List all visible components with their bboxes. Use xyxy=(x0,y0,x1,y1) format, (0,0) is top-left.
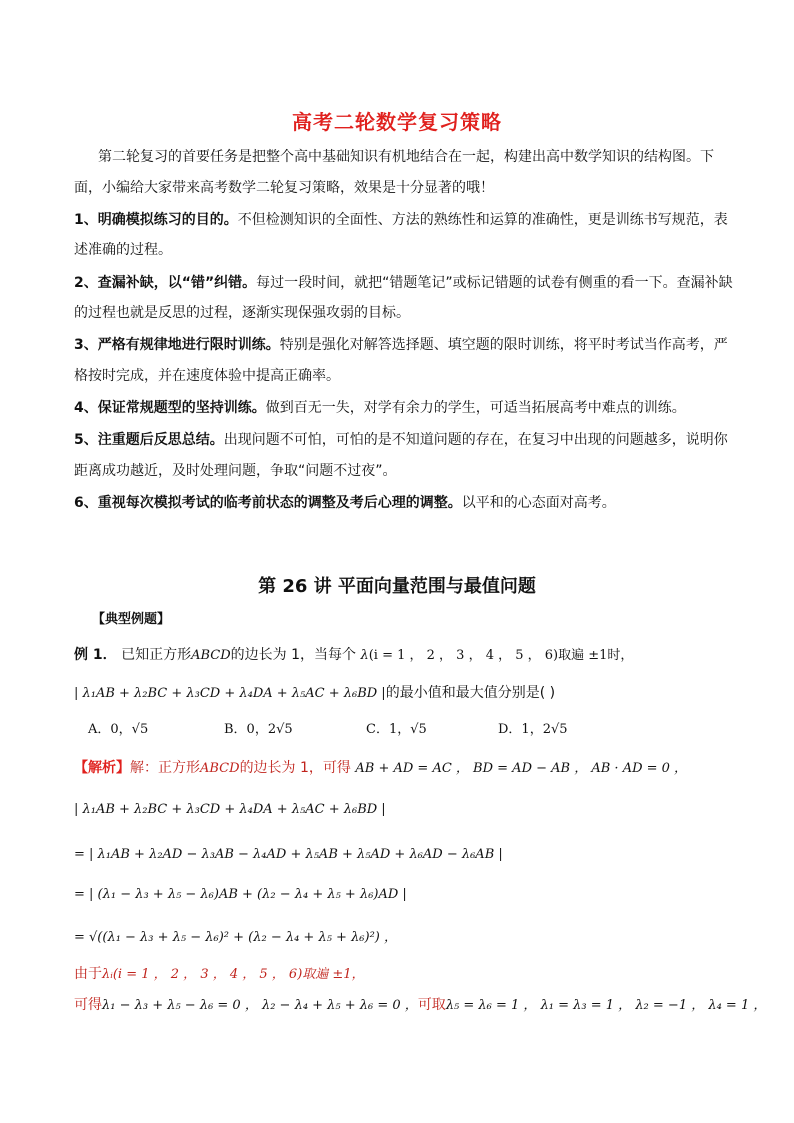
strategy-item-6 xyxy=(74,493,616,513)
strategy-item-heading: 2、查漏补缺，以“错”纠错。 xyxy=(74,275,257,291)
strategy-item-text: 不但检测知识的全面性、方法的熟练性和运算的准确性，更是训练书写规范，表 xyxy=(237,212,728,228)
example-square-name: ABCD xyxy=(191,648,231,663)
strategy-item-text: 以平和的心态面对高考。 xyxy=(461,495,616,511)
strategy-item-5-cont: 距离成功越近，及时处理问题，争取“问题不过夜”。 xyxy=(74,463,397,479)
strategy-item-heading: 5、注重题后反思总结。 xyxy=(74,432,224,448)
lambda-symbol: λ xyxy=(360,648,369,663)
strategy-item-text: 每过一段时间，就把“错题笔记”或标记错题的试卷有侧重的看一下。查漏补缺 xyxy=(256,275,733,291)
lambda-range: (i = 1 ， 2 ， 3 ， 4 ， 5 ， 6)取遍 ±1时， xyxy=(368,648,634,663)
solution-square-name: ABCD xyxy=(200,761,240,776)
page-title: 高考二轮数学复习策略 xyxy=(292,110,502,134)
lecture-title: 第 26 讲 平面向量范围与最值问题 xyxy=(258,576,536,597)
strategy-item-text: 出现问题不可怕，可怕的是不知道问题的存在，在复习中出现的问题越多，说明你 xyxy=(223,432,728,448)
solution-step-5 xyxy=(74,964,365,985)
example-text: 已知正方形 xyxy=(121,647,192,663)
solution-text: 解：正方形 xyxy=(130,760,200,776)
solution-equations: λ₁ − λ₃ + λ₅ − λ₆ = 0 ， λ₂ − λ₄ + λ₅ + λ₆ = 0 ， xyxy=(102,998,418,1013)
solution-step-6 xyxy=(74,995,766,1016)
solution-line-1 xyxy=(74,758,687,779)
solution-text: 可取 xyxy=(417,997,446,1013)
strategy-item-heading: 3、严格有规律地进行限时训练。 xyxy=(74,337,280,353)
solution-lambda-choice: λ₅ = λ₆ = 1 ， λ₁ = λ₃ = 1 ， λ₂ = −1 ， λ₄ = 1 ， xyxy=(445,998,767,1013)
strategy-item-1 xyxy=(74,210,728,230)
strategy-item-text: 做到百无一失，对学有余力的学生，可适当拓展高考中难点的训练。 xyxy=(265,400,686,416)
option-c[interactable]: C．1，√5 xyxy=(366,722,427,737)
strategy-item-heading: 1、明确模拟练习的目的。 xyxy=(74,212,238,228)
vector-expression: | λ₁AB + λ₂BC + λ₃CD + λ₄DA + λ₅AC + λ₆BD | xyxy=(74,686,386,701)
solution-step-2: = | λ₁AB + λ₂AD − λ₃AB − λ₄AD + λ₅AB + λ₅AD + λ₆AD − λ₆AB | xyxy=(74,847,503,862)
solution-text: 的边长为 1，可得 xyxy=(239,760,351,776)
intro-line-2: 面，小编给大家带来高考数学二轮复习策略，效果是十分显著的哦！ xyxy=(74,180,494,196)
example-1-line-1 xyxy=(74,645,633,666)
section-label: 【典型例题】 xyxy=(92,612,171,627)
option-b[interactable]: B．0，2√5 xyxy=(224,722,293,737)
strategy-item-heading: 4、保证常规题型的坚持训练。 xyxy=(74,400,266,416)
solution-step-4: = √((λ₁ − λ₃ + λ₅ − λ₆)² + (λ₂ − λ₄ + λ₅ + λ₆)²) ， xyxy=(74,930,398,945)
intro-line-1: 第二轮复习的首要任务是把整个高中基础知识有机地结合在一起，构建出高中数学知识的结构图。下 xyxy=(98,149,714,165)
strategy-item-2 xyxy=(74,273,733,293)
strategy-item-1-cont: 述准确的过程。 xyxy=(74,242,172,258)
strategy-item-2-cont: 的过程也就是反思的过程，逐渐实现保强攻弱的目标。 xyxy=(74,305,410,321)
solution-text: 可得 xyxy=(74,997,102,1013)
option-d[interactable]: D．1，2√5 xyxy=(498,722,568,737)
example-question: 的最小值和最大值分别是( ) xyxy=(385,685,556,701)
solution-step-3: = | (λ₁ − λ₃ + λ₅ − λ₆)AB + (λ₂ − λ₄ + λ₅ + λ₆)AD | xyxy=(74,887,407,902)
strategy-item-3 xyxy=(74,335,728,355)
strategy-item-3-cont: 格按时完成，并在速度体验中提高正确率。 xyxy=(74,368,340,384)
solution-vector-relations: AB + AD = AC ， BD = AD − AB ， AB · AD = 0 ， xyxy=(355,761,688,776)
strategy-item-5 xyxy=(74,430,728,450)
solution-text: 由于 xyxy=(74,966,102,982)
answer-options xyxy=(88,720,568,740)
solution-lambda-range: λᵢ(i = 1 ， 2 ， 3 ， 4 ， 5 ， 6)取遍 ±1， xyxy=(102,967,365,982)
solution-tag: 【解析】 xyxy=(74,760,130,776)
example-text: 的边长为 1，当每个 xyxy=(230,647,356,663)
strategy-item-heading: 6、重视每次模拟考试的临考前状态的调整及考后心理的调整。 xyxy=(74,495,462,511)
example-1-line-2 xyxy=(74,683,555,704)
strategy-item-text: 特别是强化对解答选择题、填空题的限时训练，将平时考试当作高考，严 xyxy=(279,337,728,353)
strategy-item-4 xyxy=(74,398,686,418)
option-a[interactable]: A．0，√5 xyxy=(88,722,149,737)
example-label: 例 1． xyxy=(74,647,117,663)
solution-step-1: | λ₁AB + λ₂BC + λ₃CD + λ₄DA + λ₅AC + λ₆BD | xyxy=(74,802,386,817)
